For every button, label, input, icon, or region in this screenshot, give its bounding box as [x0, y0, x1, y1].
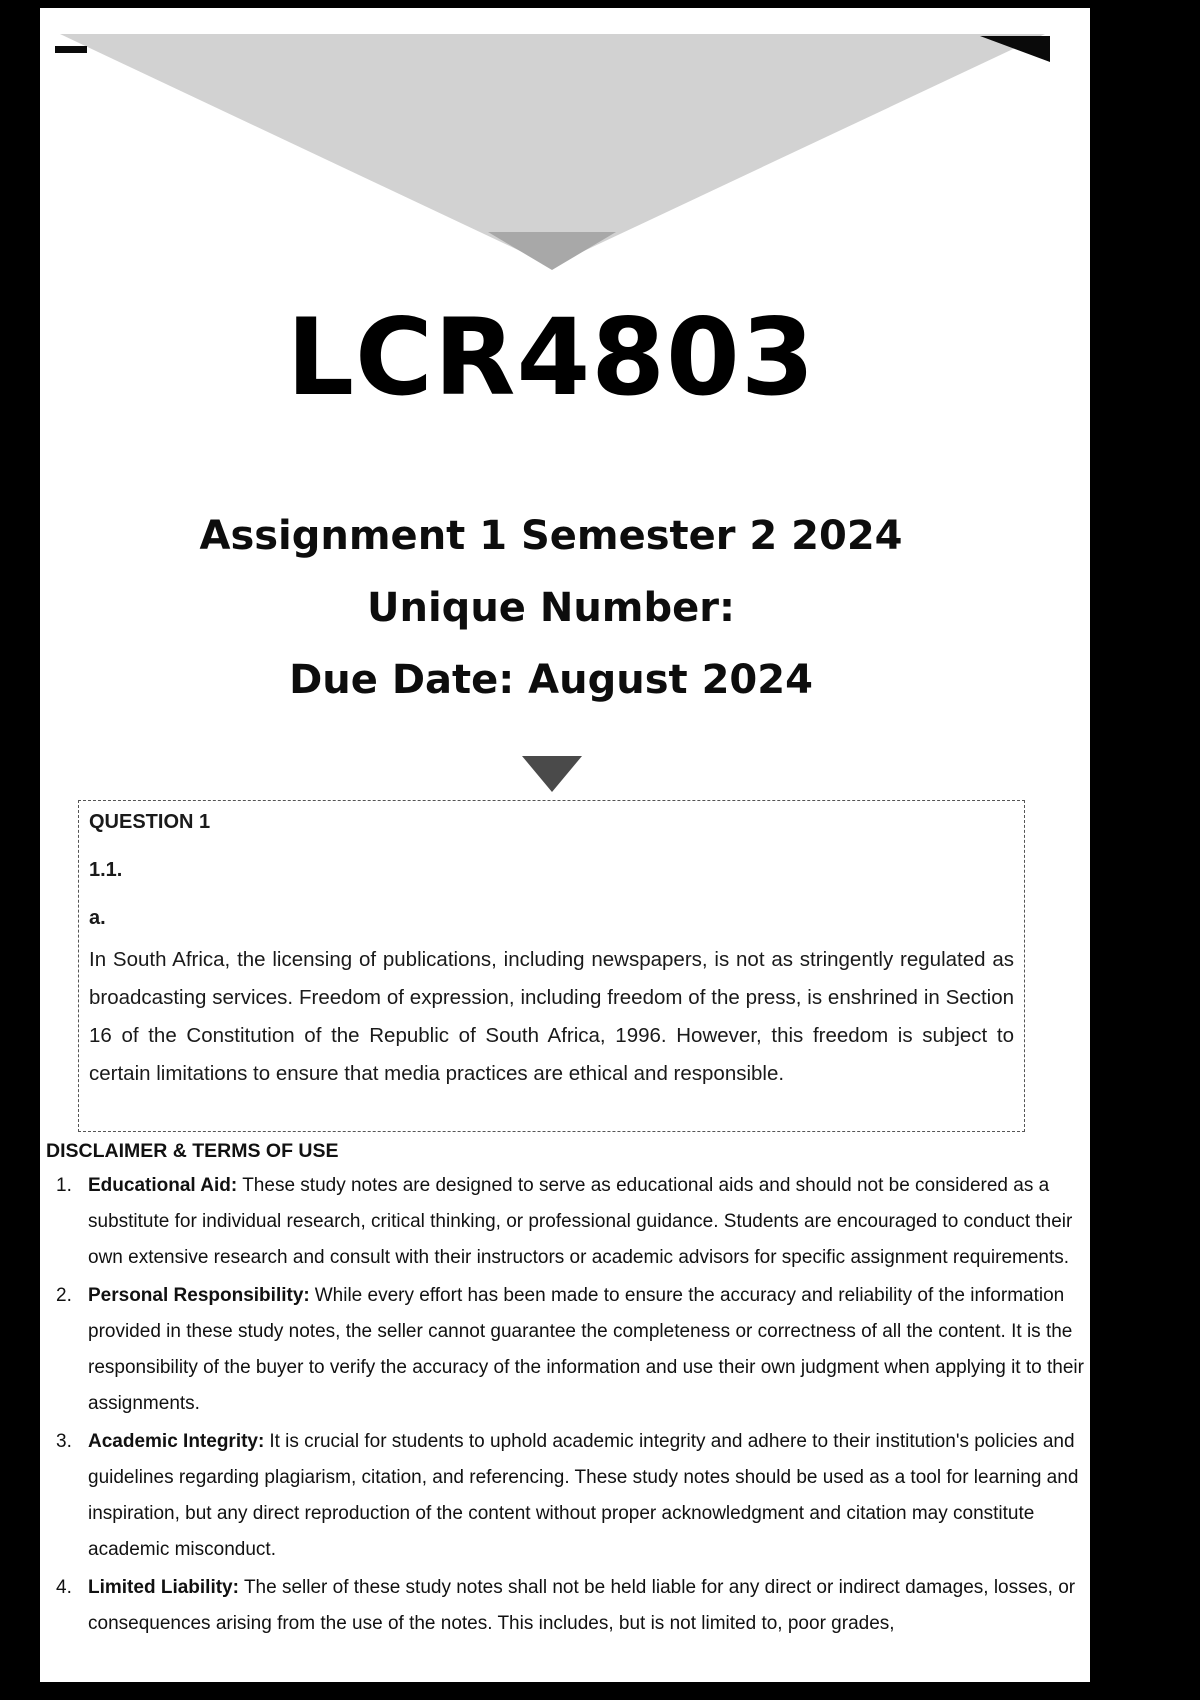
item-text: It is crucial for students to uphold academic integrity and adhere to their institution's policies and guidelines regarding plagiarism, citation, and referencing. These study notes should be used as a tool for learning and inspiration, but any direct reproduction of the content without proper acknowledgment and citation may constitute academic misconduct.: [88, 1431, 1079, 1560]
subtitle-due-date: Due Date: August 2024: [289, 657, 813, 703]
down-arrow-icon: [522, 756, 582, 792]
question-heading: QUESTION 1: [89, 811, 211, 833]
question-item-number: 1.1.: [89, 859, 123, 881]
question-paragraph: In South Africa, the licensing of publications, including newspapers, is not as stringently regulated as broadcasting services. Freedom of expression, including freedom of the press, is enshrined in Section 16 of the Constitution of the Republic of South Africa, 1996. However, this freedom is subject to certain limitations to ensure that media practices are ethical and responsible.: [89, 948, 1014, 1085]
disclaimer-heading: DISCLAIMER & TERMS OF USE: [46, 1140, 339, 1162]
disclaimer-item-personal-responsibility: [40, 1278, 1090, 1422]
list-number: 1.: [56, 1175, 72, 1196]
disclaimer-section: [40, 1138, 1090, 1644]
question-box: [78, 800, 1025, 1132]
list-item-body: [88, 1168, 1090, 1276]
list-item-body: [88, 1278, 1090, 1422]
item-text: The seller of these study notes shall not be held liable for any direct or indirect damages, losses, or consequences arising from the use of the notes. This includes, but is not limited to, poor grades,: [88, 1577, 1076, 1634]
list-item-body: [88, 1424, 1090, 1568]
item-label: Personal Responsibility:: [88, 1285, 310, 1306]
item-label: Academic Integrity:: [88, 1431, 265, 1452]
list-item-body: [88, 1570, 1090, 1642]
item-text: While every effort has been made to ensure the accuracy and reliability of the information provided in these study notes, the seller cannot guarantee the completeness or correctness of all the content. It is the responsibility of the buyer to verify the accuracy of the information and use their own judgment when applying it to their assignments.: [88, 1285, 1084, 1414]
cover-subtitles: [40, 500, 1062, 716]
course-code-title: LCR4803: [286, 296, 816, 419]
corner-mark-right-icon: [980, 36, 1050, 62]
subtitle-unique-number: Unique Number:: [367, 585, 735, 631]
list-number: 2.: [56, 1285, 72, 1306]
item-label: Educational Aid:: [88, 1175, 238, 1196]
list-number: 4.: [56, 1577, 72, 1598]
subtitle-assignment: Assignment 1 Semester 2 2024: [199, 513, 903, 559]
item-text: These study notes are designed to serve as educational aids and should not be considered as a substitute for individual research, critical thinking, or professional guidance. Students are encouraged to conduct their own extensive research and consult with their instructors or academic advisors for specific assignment requirements.: [88, 1175, 1073, 1268]
corner-mark-left-icon: [55, 46, 87, 53]
chevron-banner-decoration: [40, 8, 1090, 278]
document-page: [40, 8, 1090, 1682]
item-label: Limited Liability:: [88, 1577, 239, 1598]
question-item-letter: a.: [89, 907, 106, 929]
disclaimer-item-academic-integrity: [40, 1424, 1090, 1568]
list-number: 3.: [56, 1431, 72, 1452]
disclaimer-item-limited-liability: [40, 1570, 1090, 1642]
disclaimer-item-educational-aid: [40, 1168, 1090, 1276]
